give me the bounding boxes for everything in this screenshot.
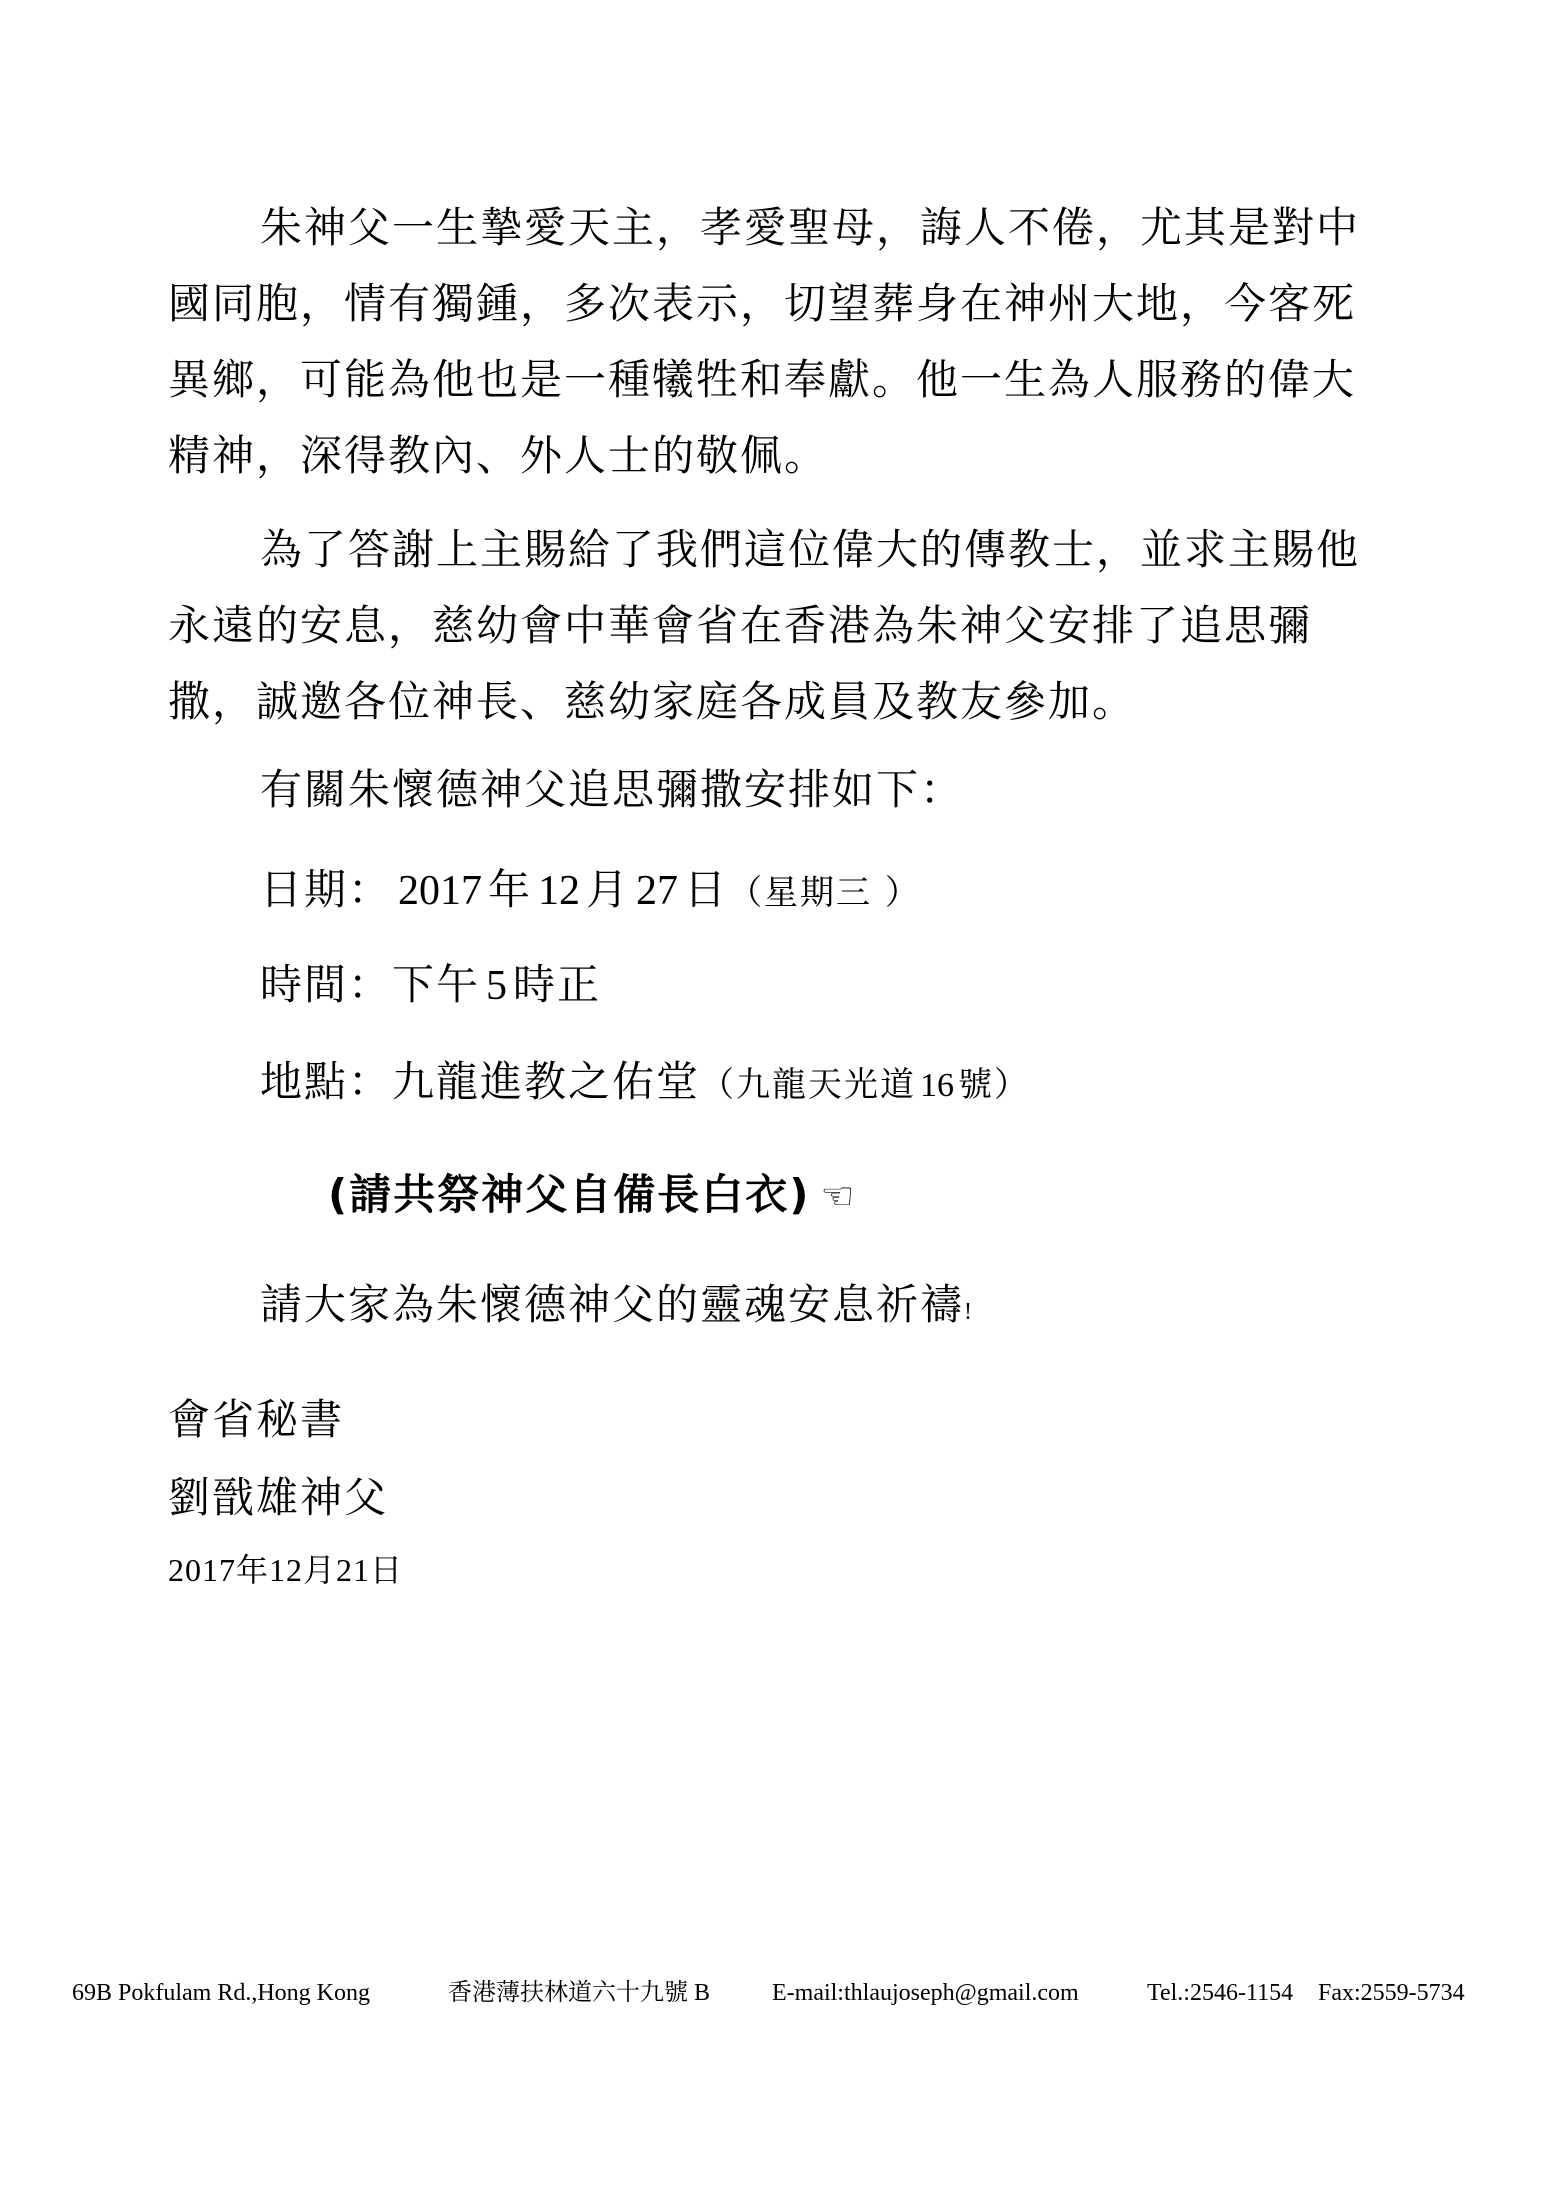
time-suffix: 時正 [513, 960, 602, 1009]
mass-time-line [260, 955, 601, 1016]
date-weekday: （星期三 ） [728, 873, 921, 913]
place-address-open: （九龍天光道 [700, 1065, 917, 1105]
place-address-number: 16 [920, 1067, 955, 1104]
signature-name: 劉戩雄神父 [168, 1473, 389, 1522]
date-month: 12 [538, 868, 581, 914]
mass-place-line [260, 1052, 1030, 1116]
signature-date: 2017年12月21日 [168, 1552, 404, 1588]
date-day: 27 [636, 868, 679, 914]
prayer-text: 請大家為朱懷德神父的靈魂安息祈禱 [260, 1280, 965, 1329]
date-year: 2017 [398, 868, 483, 914]
time-prefix: 下午 [392, 960, 481, 1009]
body-paragraph-2: 為了答謝上主賜給了我們這位偉大的傳教士，並求主賜他永遠的安息，慈幼會中華會省在香港為朱神父安排了追思彌撒，誠邀各位神長、慈幼家庭各成員及教友參加。 [168, 525, 1361, 726]
time-label: 時間： [260, 960, 393, 1009]
mass-date-line [260, 860, 921, 923]
pointing-hand-icon: ☜ [820, 1174, 857, 1218]
attire-note [328, 1165, 856, 1226]
time-hour: 5 [486, 963, 508, 1009]
arrangement-intro: 有關朱懷德神父追思彌撒安排如下： [260, 765, 965, 814]
date-day-unit: 日 [684, 865, 729, 914]
place-address [700, 1065, 1030, 1105]
footer-address-chinese: 香港薄扶林道六十九號 B [448, 1980, 711, 2006]
footer-fax: Fax:2559-5734 [1318, 1980, 1465, 2006]
footer-telephone: Tel.:2546-1154 [1147, 1980, 1294, 2006]
place-name: 九龍進教之佑堂 [392, 1057, 701, 1106]
prayer-request [260, 1275, 974, 1342]
place-address-close: 號） [958, 1065, 1031, 1105]
signature-title: 會省秘書 [168, 1395, 345, 1444]
date-month-unit: 月 [586, 865, 631, 914]
footer-email: E-mail:thlaujoseph@gmail.com [772, 1980, 1079, 2006]
prayer-punctuation: ! [964, 1299, 975, 1325]
body-paragraph-1: 朱神父一生摯愛天主，孝愛聖母，誨人不倦，尤其是對中國同胞，情有獨鍾，多次表示，切望葬身在神州大地，今客死異鄉，可能為他也是一種犧牲和奉獻。他一生為人服務的偉大精神，深得教內、外人士的敬佩。 [168, 203, 1361, 480]
date-year-unit: 年 [488, 865, 533, 914]
date-label: 日期： [260, 865, 393, 914]
place-label: 地點： [260, 1057, 393, 1106]
attire-note-text: (請共祭神父自備長白衣) [328, 1170, 811, 1219]
footer-address-english: 69B Pokfulam Rd.,Hong Kong [72, 1980, 371, 2006]
